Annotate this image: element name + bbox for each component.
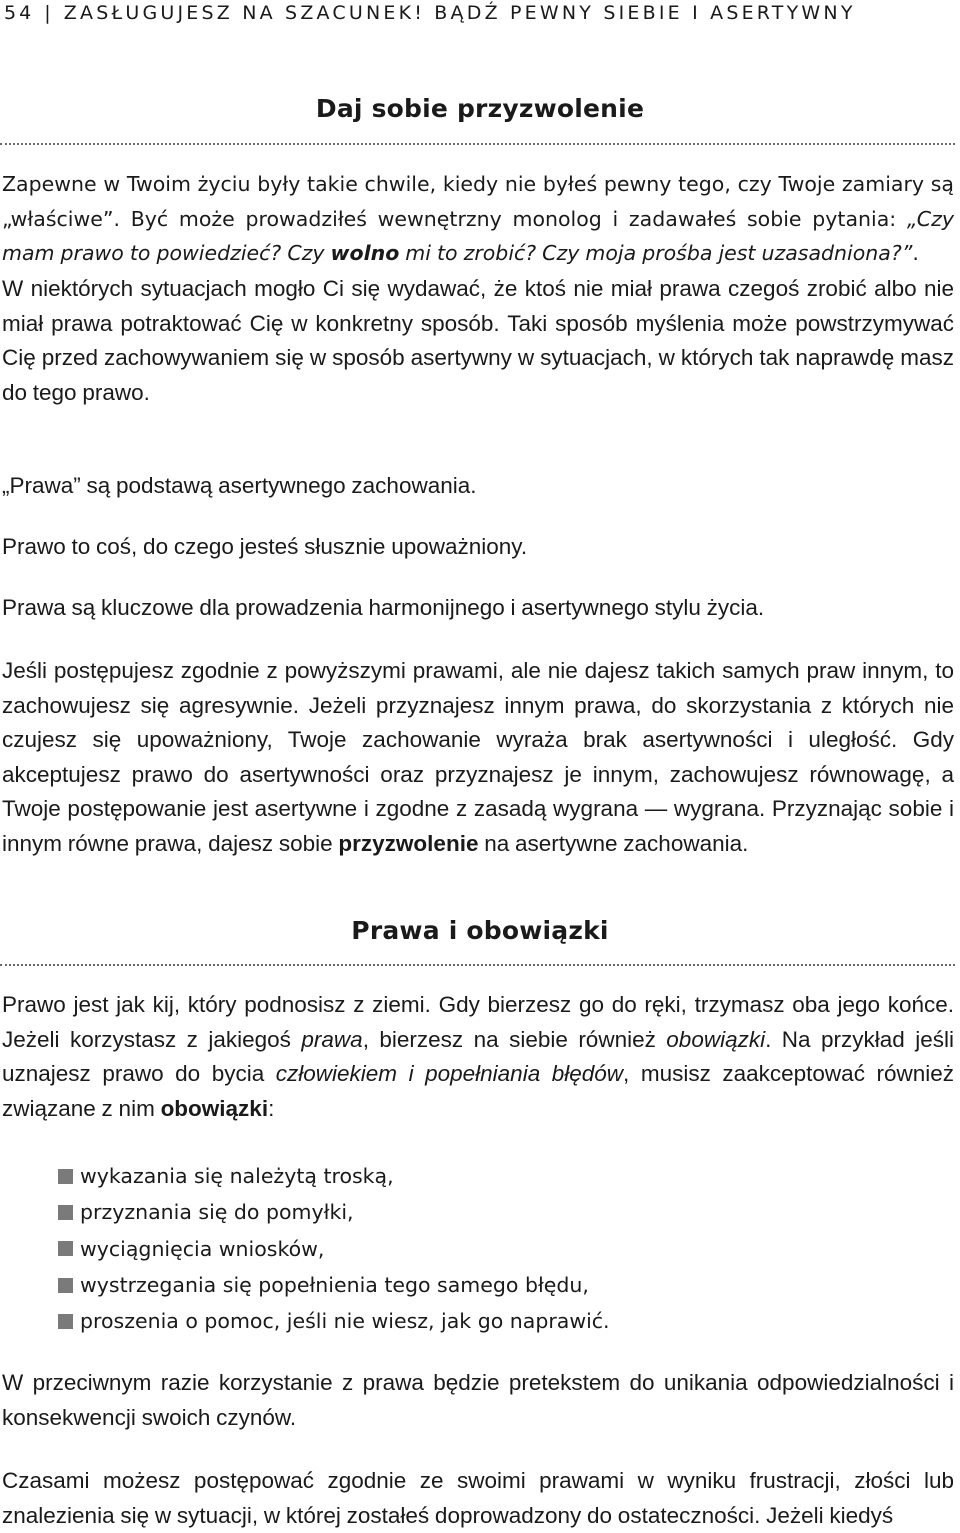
obligations-list <box>58 1158 610 1339</box>
stick-text-4: , musisz zaakceptować również związane z nim <box>2 1061 955 1121</box>
stick-italic-1: prawa <box>301 1026 363 1052</box>
intro-question-start: „Czy mam prawo to powiedzieć? Czy <box>2 206 954 265</box>
bullet-square-icon <box>58 1241 73 1256</box>
bullet-square-icon <box>58 1278 73 1293</box>
running-header <box>4 2 856 24</box>
stick-text-1: Prawo jest jak kij, który podnosisz z ziemi. Gdy bierzesz go do ręki, trzymasz oba jego końce. Jeżeli korzystasz z jakiegoś <box>2 992 954 1052</box>
list-item-text: wystrzegania się popełnienia tego samego błędu, <box>80 1272 589 1297</box>
paragraph-aggressive-bold: przyzwolenie <box>338 830 479 856</box>
list-item <box>58 1303 610 1339</box>
list-item-text: przyznania się do pomyłki, <box>80 1200 354 1225</box>
stick-text-2: , bierzesz na siebie również <box>362 1026 667 1052</box>
intro-end: . <box>912 241 919 265</box>
bullet-square-icon <box>58 1169 73 1184</box>
stick-italic-3: człowiekiem i popełniania błędów <box>275 1061 624 1086</box>
bullet-square-icon <box>58 1314 73 1329</box>
list-item-text: wykazania się należytą troską, <box>80 1164 394 1188</box>
paragraph-otherwise: W przeciwnym razie korzystanie z prawa będzie pretekstem do unikania odpowiedzialności i konsekwencji swoich czynów. <box>2 1370 954 1430</box>
list-item <box>58 1194 610 1230</box>
paragraph-stick <box>2 988 954 1126</box>
page-number: 54 <box>4 2 35 24</box>
list-item <box>58 1267 610 1303</box>
stick-text-3: . Na przykład jeśli uznajesz prawo do bycia <box>2 1026 955 1086</box>
paragraph-aggressive <box>2 654 954 861</box>
paragraph-rights-basis: „Prawa” są podstawą asertywnego zachowania. <box>2 473 477 498</box>
intro-question-bold: wolno <box>330 241 400 265</box>
paragraph-situations: W niektórych sytuacjach mogło Ci się wydawać, że ktoś nie miał prawa czegoś zrobić albo nie miał prawa potraktować Cię w konkretny sposób. Taki sposób myślenia może powstrzymywać Cię przed zachowywaniem się w sposób asertywny w sytuacjach, w których tak naprawdę masz do tego prawo. <box>2 276 954 405</box>
list-item-text: wyciągnięcia wniosków, <box>80 1236 325 1261</box>
list-item <box>58 1231 610 1267</box>
stick-bold: obowiązki <box>160 1095 269 1121</box>
list-item-text: proszenia o pomoc, jeśli nie wiesz, jak go naprawić. <box>80 1309 610 1334</box>
paragraph-aggressive-text: Jeśli postępujesz zgodnie z powyższymi prawami, ale nie dajesz takich samych praw innym, to zachowujesz się agresywnie. Jeżeli przyznajesz innym prawa, do skorzystania z których nie czujesz się upoważniony, Twoje zachowanie wyraża brak asertywności i uległość. Gdy akceptujesz prawo do asertywności oraz przyznajesz je innym, zachowujesz równowagę, a Twoje postępowanie jest asertywne i zgodne z zasadą wygrana — wygrana. Przyznając sobie i innym równe prawa, dajesz sobie <box>2 658 954 856</box>
section-heading-rights: Prawa i obowiązki <box>351 916 609 945</box>
list-item <box>58 1158 610 1194</box>
stick-text-5: : <box>268 1095 275 1121</box>
intro-text: Zapewne w Twoim życiu były takie chwile, kiedy nie byłeś pewny tego, czy Twoje zamiary są „właściwe”. Być może prowadziłeś wewnętrzny monolog i zadawałeś sobie pytania: <box>2 172 954 231</box>
paragraph-rights-key: Prawa są kluczowe dla prowadzenia harmonijnego i asertywnego stylu życia. <box>2 595 765 620</box>
paragraph-aggressive-tail: na asertywne zachowania. <box>478 830 749 856</box>
heading-divider <box>0 143 955 145</box>
intro-question-end: mi to zrobić? Czy moja prośba jest uzasadniona?” <box>399 241 913 265</box>
heading-divider-2 <box>0 964 955 966</box>
bullet-square-icon <box>58 1205 73 1220</box>
running-title: ZASŁUGUJESZ NA SZACUNEK! BĄDŹ PEWNY SIEBIE I ASERTYWNY <box>63 2 856 24</box>
paragraph-right-definition: Prawo to coś, do czego jesteś słusznie upoważniony. <box>2 534 528 559</box>
stick-italic-2: obowiązki <box>666 1026 766 1052</box>
intro-paragraph <box>2 167 954 271</box>
paragraph-sometimes: Czasami możesz postępować zgodnie ze swoimi prawami w wyniku frustracji, złości lub znalezienia się w sytuacji, w której zostałeś doprowadzony do ostateczności. Jeżeli kiedyś <box>2 1468 954 1528</box>
section-heading-permission: Daj sobie przyzwolenie <box>315 94 645 123</box>
header-separator: | <box>44 2 54 24</box>
